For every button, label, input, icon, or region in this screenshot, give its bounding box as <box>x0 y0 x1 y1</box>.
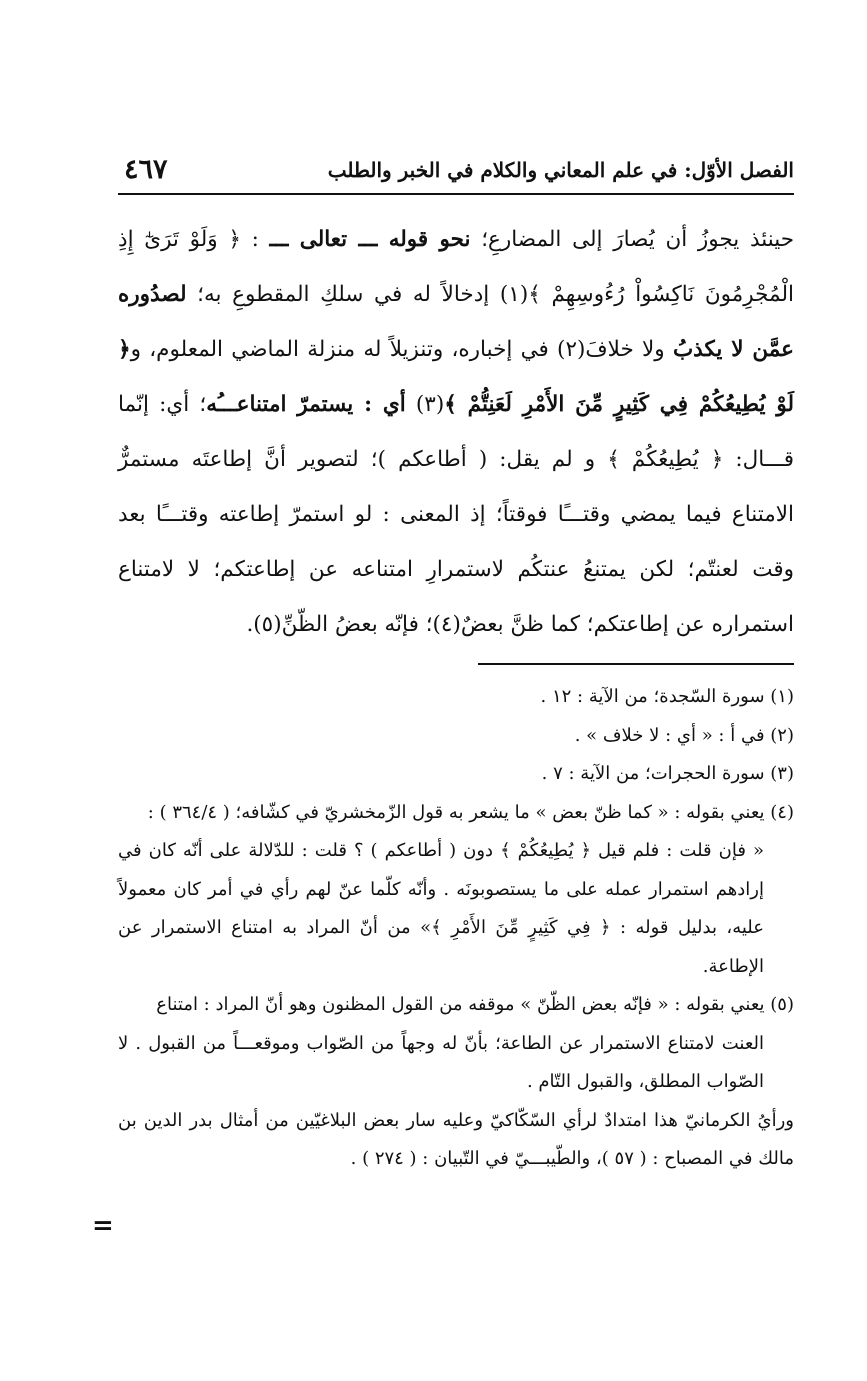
text-run: (٤)؛ فإنّه بعضُ الظّنِّ <box>281 612 461 637</box>
footnote-3: (٣) سورة الحجرات؛ من الآية : ٧ . <box>541 763 794 784</box>
text-run: حينئذ يجوزُ أن يُصارَ إلى المضارعِ؛ <box>470 227 794 252</box>
chapter-title: الفصل الأوّل: في علم المعاني والكلام في الخبر والطلب <box>327 158 794 182</box>
text-run: (٢) في إخباره، وتنزيلاً له منزلة الماضي المعلوم، و <box>130 337 586 362</box>
quran-quote: : ﴿ وَلَوْ تَرَىٰٓ إِذِ الْمُجْرِمُونَ نَاكِسُواْ رُءُوسِهِمْ ﴾ <box>118 227 794 307</box>
page-number: ٤٦٧ <box>124 154 168 185</box>
running-header <box>118 152 794 194</box>
bold-run: أي : يستمرّ امتناعـــُه <box>206 392 406 417</box>
footnote-2: (٢) في أ : « أي : لا خلاف » . <box>574 724 794 746</box>
main-paragraph <box>118 212 794 652</box>
footnote-5: (٥) يعني بقوله : « فإنّه بعض الظّنّ » موقفه من القول المظنون وهو أنّ المراد : امتناع <box>156 994 794 1015</box>
footnote-ref: (٣) <box>405 392 445 417</box>
text-run: (١) إدخالاً له في سلكِ المقطوعِ به؛ <box>186 282 529 307</box>
quran-quote: ﴿ لَوْ يُطِيعُكُمْ فِي كَثِيرٍ مِّنَ الأَمْرِ لَعَنِتُّمْ ﴾ <box>118 337 794 417</box>
text-run: ؛ أي: إنّما قـــال: ﴿ يُطِيعُكُمْ ﴾ و لم يقل: ( أطاعكم )؛ لتصوير أنَّ إطاعتَه مستمرٌّ الامتناع فيما يمضي وقتـــًا فوقتاً؛ إذ المعنى : لو استمرّ إطاعته وقتـــًا بعد وقت لعنتّم؛ لكن يمتنعُ عنتكُم لاستمرارِ امتناعه عن إطاعتكم؛ لا لامتناع استمراره عن إطاعتكم؛ كما ظنَّ بعضٌ <box>118 392 794 637</box>
bold-run: لصدُوره عمَّن لا يكذبُ <box>118 282 794 362</box>
footnote-5-continued: العنت لامتناع الاستمرار عن الطاعة؛ بأنّ له وجهاً من الصّواب وموقعـــاً من القبول . لا الصّواب المطلق، والقبول التّام . <box>118 1032 764 1092</box>
footnote-4: (٤) يعني بقوله : « كما ظنّ بعض » ما يشعر به قول الزّمخشريّ في كشّافه؛ ( ٣٦٤/٤ ) : <box>147 801 794 823</box>
main-text <box>118 212 794 652</box>
footnote-separator <box>478 663 794 665</box>
header-rule <box>118 193 794 195</box>
footnote-1: (١) سورة السّجدة؛ من الآية : ١٢ . <box>540 686 794 707</box>
footnote-ref: (٥). <box>246 612 282 637</box>
footnotes <box>118 678 794 1179</box>
text-run: ولا خلافَ <box>585 337 673 362</box>
footnote-4-continued: « فإن قلت : فلم قيل ﴿ يُطِيعُكُمْ ﴾ دون ( أطاعكم ) ؟ قلت : للدّلالة على أنّه كان في إرادهم استمرار عمله على ما يستصوبونَه . وأنّه كلّما عنّ لهم رأي في أمر كان معمولاً عليه، بدليل قوله : ﴿ فِي كَثِيرٍ مِّنَ الأَمْرِ ﴾» من أنّ المراد به امتناع الاستمرار عن الإطاعة. <box>118 840 764 977</box>
footnote-5-note: ورأيُ الكرمانيّ هذا امتدادٌ لرأي السّكّاكيّ وعليه سار بعض البلاغيّين من أمثال بدر الدين بن مالك في المصباح : ( ٥٧ )، والطّيبـــيّ في التّبيان : ( ٢٧٤ ) . <box>118 1109 794 1169</box>
bold-run: نحو قوله ـــ تعالى ـــ <box>269 227 471 252</box>
continuation-mark: = <box>92 1211 114 1241</box>
